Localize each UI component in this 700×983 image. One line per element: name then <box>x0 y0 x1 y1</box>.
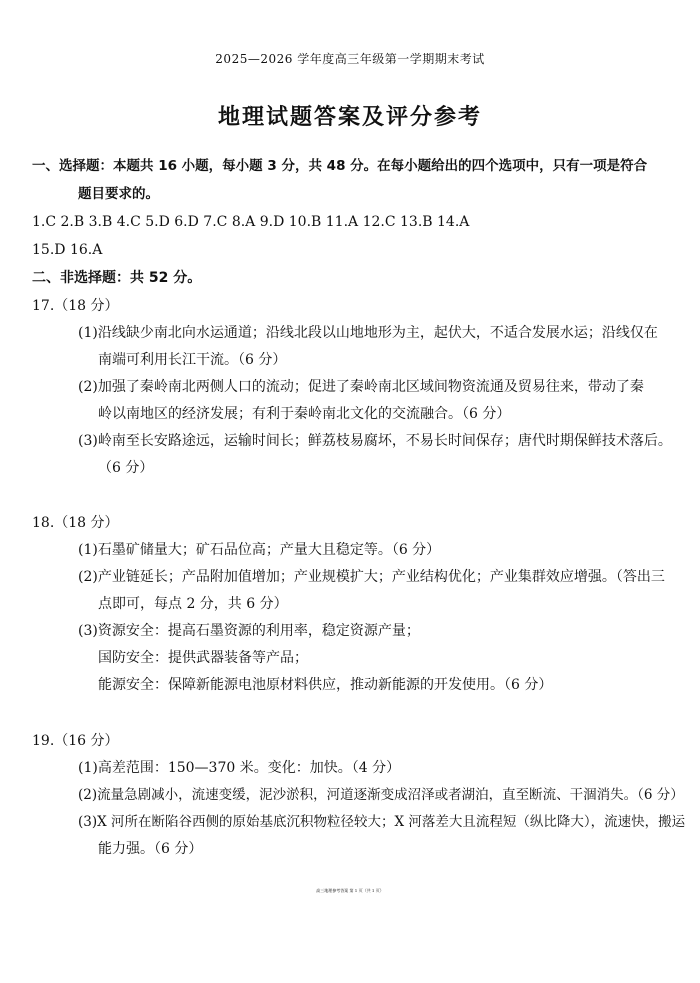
section1-heading-cont: 题目要求的。 <box>78 186 159 202</box>
page-footer: 高三地理参考答案 第 1 页（共 1 页） <box>316 888 384 893</box>
q18-answer-2: (2)产业链延长；产品附加值增加；产业规模扩大；产业结构优化；产业集群效应增强。（答出三 <box>78 569 665 585</box>
q19-answer-3-cont: 能力强。（6 分） <box>98 841 203 857</box>
q17-answer-1: (1)沿线缺少南北向水运通道；沿线北段以山地地形为主，起伏大，不适合发展水运；沿线仅在 <box>78 325 658 341</box>
q18-answer-3-cont-2: 能源安全：保障新能源电池原材料供应，推动新能源的开发使用。（6 分） <box>98 677 553 693</box>
q18-answer-3-cont-1: 国防安全：提供武器装备等产品； <box>98 650 308 666</box>
q17-answer-3-cont: （6 分） <box>98 460 154 476</box>
q18-answer-2-cont: 点即可，每点 2 分，共 6 分） <box>98 596 288 612</box>
document-title: 地理试题答案及评分参考 <box>217 105 482 130</box>
q17-answer-2: (2)加强了秦岭南北两侧人口的流动；促进了秦岭南北区域间物资流通及贸易往来，带动了秦 <box>78 379 644 395</box>
exam-title: 2025—2026 学年度高三年级第一学期期末考试 <box>215 52 485 66</box>
q18-title: 18.（18 分） <box>32 515 119 531</box>
q19-answer-3: (3)X 河所在断陷谷西侧的原始基底沉积物粒径较大；X 河落差大且流程短（纵比降大），流速快，搬运 <box>78 814 686 830</box>
q18-answer-3: (3)资源安全：提高石墨资源的利用率，稳定资源产量； <box>78 623 420 639</box>
mc-answers-row-2: 15.D 16.A <box>32 242 103 258</box>
q17-answer-3: (3)岭南至长安路途远，运输时间长；鲜荔枝易腐坏，不易长时间保存；唐代时期保鲜技术落后。 <box>78 433 672 449</box>
q19-answer-1: (1)高差范围：150—370 米。变化：加快。（4 分） <box>78 760 401 776</box>
mc-answers-row-1: 1.C 2.B 3.B 4.C 5.D 6.D 7.C 8.A 9.D 10.B 11.A 12.C 13.B 14.A <box>32 214 470 230</box>
q17-answer-2-cont: 岭以南地区的经济发展；有利于秦岭南北文化的交流融合。（6 分） <box>98 406 511 422</box>
q19-title: 19.（16 分） <box>32 733 119 749</box>
q19-answer-2: (2)流量急剧减小，流速变缓，泥沙淤积，河道逐渐变成沼泽或者湖泊，直至断流、干涸消失。（6 分） <box>78 787 684 803</box>
q18-answer-1: (1)石墨矿储量大；矿石品位高；产量大且稳定等。（6 分） <box>78 542 441 558</box>
section2-heading: 二、非选择题：共 52 分。 <box>32 270 202 286</box>
q17-answer-1-cont: 南端可利用长江干流。（6 分） <box>98 352 287 368</box>
q17-title: 17.（18 分） <box>32 298 119 314</box>
section1-heading: 一、选择题：本题共 16 小题，每小题 3 分，共 48 分。在每小题给出的四个选项中，只有一项是符合 <box>32 158 648 174</box>
